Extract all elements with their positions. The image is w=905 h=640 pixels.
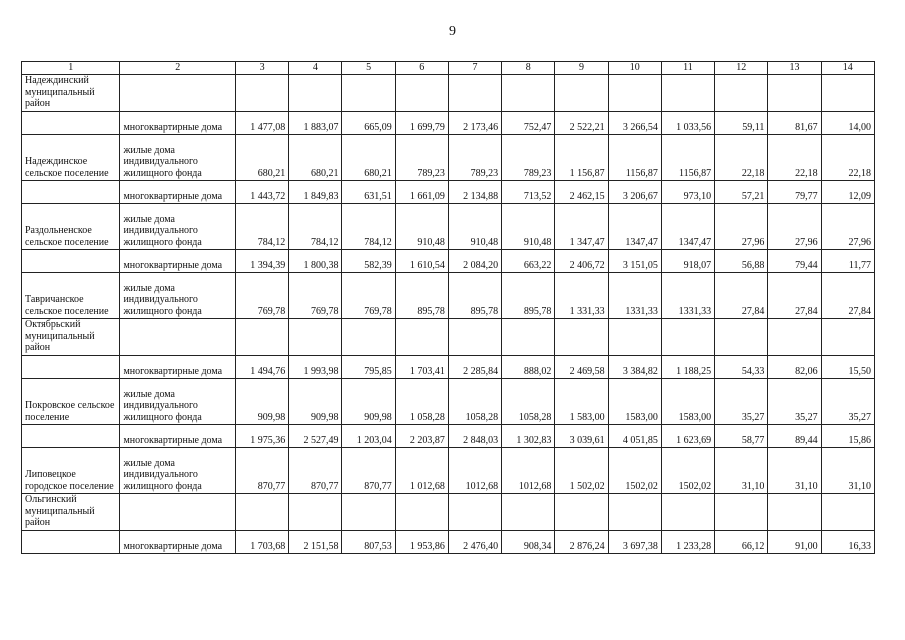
empty-cell [448, 494, 501, 531]
table-row [22, 379, 875, 425]
settlement-name [22, 250, 120, 273]
empty-cell [502, 319, 555, 356]
empty-cell [448, 75, 501, 112]
value-cell: 1 849,83 [289, 181, 342, 204]
value-cell: 973,10 [661, 181, 714, 204]
value-cell: 631,51 [342, 181, 395, 204]
value-cell: 752,47 [502, 112, 555, 135]
value-cell: 12,09 [821, 181, 874, 204]
value-cell: 16,33 [821, 531, 874, 554]
value-cell: 27,84 [715, 273, 768, 319]
value-cell: 1156,87 [608, 135, 661, 181]
housing-type: многоквартирные дома [120, 181, 236, 204]
value-cell: 82,06 [768, 356, 821, 379]
settlement-name: Надеждинское сельское поселение [22, 135, 120, 181]
column-header: 9 [555, 62, 608, 75]
value-cell: 27,96 [768, 204, 821, 250]
value-cell: 1 012,68 [395, 448, 448, 494]
value-cell: 680,21 [342, 135, 395, 181]
value-cell: 1 443,72 [235, 181, 288, 204]
empty-cell [235, 75, 288, 112]
empty-cell [342, 494, 395, 531]
value-cell: 81,67 [768, 112, 821, 135]
value-cell: 1 610,54 [395, 250, 448, 273]
value-cell: 1583,00 [608, 379, 661, 425]
value-cell: 54,33 [715, 356, 768, 379]
empty-cell [235, 319, 288, 356]
value-cell: 870,77 [235, 448, 288, 494]
value-cell: 2 469,58 [555, 356, 608, 379]
value-cell: 680,21 [235, 135, 288, 181]
empty-cell [715, 319, 768, 356]
value-cell: 2 522,21 [555, 112, 608, 135]
value-cell: 56,88 [715, 250, 768, 273]
column-header: 14 [821, 62, 874, 75]
empty-cell [395, 75, 448, 112]
value-cell: 665,09 [342, 112, 395, 135]
value-cell: 870,77 [289, 448, 342, 494]
empty-cell [555, 319, 608, 356]
housing-type: жилые дома индивидуального жилищного фонда [120, 204, 236, 250]
empty-cell [342, 75, 395, 112]
value-cell: 807,53 [342, 531, 395, 554]
value-cell: 789,23 [395, 135, 448, 181]
value-cell: 1 233,28 [661, 531, 714, 554]
value-cell: 1012,68 [502, 448, 555, 494]
district-row [22, 319, 875, 356]
column-header: 6 [395, 62, 448, 75]
value-cell: 1 156,87 [555, 135, 608, 181]
page-number: 9 [449, 24, 456, 39]
table-row [22, 356, 875, 379]
value-cell: 79,44 [768, 250, 821, 273]
empty-cell [395, 494, 448, 531]
value-cell: 79,77 [768, 181, 821, 204]
value-cell: 895,78 [448, 273, 501, 319]
empty-cell [608, 494, 661, 531]
column-header: 5 [342, 62, 395, 75]
value-cell: 1347,47 [608, 204, 661, 250]
empty-cell [768, 319, 821, 356]
table-row [22, 250, 875, 273]
value-cell: 59,11 [715, 112, 768, 135]
value-cell: 713,52 [502, 181, 555, 204]
housing-type: жилые дома индивидуального жилищного фонда [120, 135, 236, 181]
empty-cell [342, 319, 395, 356]
value-cell: 1 494,76 [235, 356, 288, 379]
empty-cell [661, 319, 714, 356]
value-cell: 895,78 [395, 273, 448, 319]
value-cell: 2 527,49 [289, 425, 342, 448]
housing-type: многоквартирные дома [120, 425, 236, 448]
column-header: 11 [661, 62, 714, 75]
settlement-name: Раздольненское сельское поселение [22, 204, 120, 250]
value-cell: 2 084,20 [448, 250, 501, 273]
table-row [22, 181, 875, 204]
settlement-name [22, 356, 120, 379]
empty-cell [768, 494, 821, 531]
value-cell: 3 206,67 [608, 181, 661, 204]
value-cell: 15,86 [821, 425, 874, 448]
settlement-name: Покровское сельское поселение [22, 379, 120, 425]
value-cell: 31,10 [715, 448, 768, 494]
value-cell: 909,98 [342, 379, 395, 425]
value-cell: 66,12 [715, 531, 768, 554]
column-header: 12 [715, 62, 768, 75]
district-name: Октябрьский муниципальный район [22, 319, 120, 356]
column-header: 8 [502, 62, 555, 75]
empty-cell [821, 494, 874, 531]
value-cell: 918,07 [661, 250, 714, 273]
table-row [22, 531, 875, 554]
housing-type: многоквартирные дома [120, 531, 236, 554]
empty-cell [289, 494, 342, 531]
value-cell: 1 975,36 [235, 425, 288, 448]
empty-cell [608, 319, 661, 356]
value-cell: 3 266,54 [608, 112, 661, 135]
table-row [22, 204, 875, 250]
column-header: 2 [120, 62, 236, 75]
value-cell: 582,39 [342, 250, 395, 273]
column-header: 10 [608, 62, 661, 75]
empty-cell [715, 75, 768, 112]
value-cell: 1347,47 [661, 204, 714, 250]
housing-type: жилые дома индивидуального жилищного фонда [120, 273, 236, 319]
tariff-table [21, 61, 875, 554]
housing-type: многоквартирные дома [120, 356, 236, 379]
value-cell: 910,48 [448, 204, 501, 250]
value-cell: 2 406,72 [555, 250, 608, 273]
value-cell: 1058,28 [502, 379, 555, 425]
value-cell: 769,78 [235, 273, 288, 319]
value-cell: 1 993,98 [289, 356, 342, 379]
value-cell: 1 394,39 [235, 250, 288, 273]
empty-cell [555, 494, 608, 531]
value-cell: 2 848,03 [448, 425, 501, 448]
value-cell: 22,18 [768, 135, 821, 181]
value-cell: 1 800,38 [289, 250, 342, 273]
value-cell: 22,18 [821, 135, 874, 181]
value-cell: 15,50 [821, 356, 874, 379]
value-cell: 3 039,61 [555, 425, 608, 448]
value-cell: 1 302,83 [502, 425, 555, 448]
empty-cell [502, 75, 555, 112]
value-cell: 1 703,68 [235, 531, 288, 554]
housing-type: жилые дома индивидуального жилищного фонда [120, 379, 236, 425]
district-row [22, 494, 875, 531]
value-cell: 895,78 [502, 273, 555, 319]
value-cell: 908,34 [502, 531, 555, 554]
value-cell: 57,21 [715, 181, 768, 204]
value-cell: 31,10 [821, 448, 874, 494]
value-cell: 1331,33 [608, 273, 661, 319]
value-cell: 2 203,87 [395, 425, 448, 448]
value-cell: 2 876,24 [555, 531, 608, 554]
column-header: 13 [768, 62, 821, 75]
value-cell: 870,77 [342, 448, 395, 494]
value-cell: 35,27 [715, 379, 768, 425]
value-cell: 1331,33 [661, 273, 714, 319]
value-cell: 1 883,07 [289, 112, 342, 135]
settlement-name [22, 181, 120, 204]
empty-cell [768, 75, 821, 112]
table-row [22, 112, 875, 135]
value-cell: 2 462,15 [555, 181, 608, 204]
table-body [22, 75, 875, 554]
empty-cell [821, 75, 874, 112]
settlement-name: Липовецкое городское поселение [22, 448, 120, 494]
value-cell: 1 188,25 [661, 356, 714, 379]
value-cell: 35,27 [768, 379, 821, 425]
value-cell: 2 151,58 [289, 531, 342, 554]
value-cell: 1 347,47 [555, 204, 608, 250]
value-cell: 663,22 [502, 250, 555, 273]
settlement-name [22, 112, 120, 135]
housing-type: многоквартирные дома [120, 250, 236, 273]
value-cell: 2 476,40 [448, 531, 501, 554]
empty-cell [120, 75, 236, 112]
column-header: 4 [289, 62, 342, 75]
value-cell: 888,02 [502, 356, 555, 379]
value-cell: 58,77 [715, 425, 768, 448]
table-row [22, 135, 875, 181]
value-cell: 1 331,33 [555, 273, 608, 319]
settlement-name: Тавричанское сельское поселение [22, 273, 120, 319]
value-cell: 3 697,38 [608, 531, 661, 554]
district-name: Ольгинский муниципальный район [22, 494, 120, 531]
empty-cell [289, 319, 342, 356]
value-cell: 1583,00 [661, 379, 714, 425]
value-cell: 680,21 [289, 135, 342, 181]
value-cell: 2 173,46 [448, 112, 501, 135]
table-row [22, 273, 875, 319]
value-cell: 31,10 [768, 448, 821, 494]
value-cell: 91,00 [768, 531, 821, 554]
value-cell: 11,77 [821, 250, 874, 273]
value-cell: 1 502,02 [555, 448, 608, 494]
value-cell: 789,23 [502, 135, 555, 181]
value-cell: 2 134,88 [448, 181, 501, 204]
empty-cell [661, 494, 714, 531]
empty-cell [120, 494, 236, 531]
value-cell: 910,48 [395, 204, 448, 250]
empty-cell [821, 319, 874, 356]
value-cell: 1 583,00 [555, 379, 608, 425]
value-cell: 910,48 [502, 204, 555, 250]
empty-cell [120, 319, 236, 356]
value-cell: 1 699,79 [395, 112, 448, 135]
table-header [22, 62, 875, 75]
value-cell: 27,96 [821, 204, 874, 250]
table-row [22, 425, 875, 448]
value-cell: 89,44 [768, 425, 821, 448]
value-cell: 784,12 [235, 204, 288, 250]
value-cell: 1 477,08 [235, 112, 288, 135]
empty-cell [555, 75, 608, 112]
value-cell: 1 953,86 [395, 531, 448, 554]
value-cell: 1 703,41 [395, 356, 448, 379]
value-cell: 3 151,05 [608, 250, 661, 273]
value-cell: 4 051,85 [608, 425, 661, 448]
settlement-name [22, 531, 120, 554]
column-header: 1 [22, 62, 120, 75]
value-cell: 2 285,84 [448, 356, 501, 379]
value-cell: 1 033,56 [661, 112, 714, 135]
empty-cell [502, 494, 555, 531]
settlement-name [22, 425, 120, 448]
value-cell: 1502,02 [608, 448, 661, 494]
table-row [22, 448, 875, 494]
district-name: Надеждинский муниципальный район [22, 75, 120, 112]
value-cell: 1156,87 [661, 135, 714, 181]
value-cell: 27,84 [821, 273, 874, 319]
value-cell: 909,98 [289, 379, 342, 425]
value-cell: 1058,28 [448, 379, 501, 425]
value-cell: 795,85 [342, 356, 395, 379]
housing-type: многоквартирные дома [120, 112, 236, 135]
value-cell: 1 203,04 [342, 425, 395, 448]
value-cell: 27,96 [715, 204, 768, 250]
column-header: 3 [235, 62, 288, 75]
value-cell: 3 384,82 [608, 356, 661, 379]
value-cell: 784,12 [342, 204, 395, 250]
value-cell: 1 058,28 [395, 379, 448, 425]
empty-cell [661, 75, 714, 112]
value-cell: 789,23 [448, 135, 501, 181]
value-cell: 1502,02 [661, 448, 714, 494]
value-cell: 769,78 [342, 273, 395, 319]
empty-cell [235, 494, 288, 531]
value-cell: 22,18 [715, 135, 768, 181]
value-cell: 1 623,69 [661, 425, 714, 448]
value-cell: 1 661,09 [395, 181, 448, 204]
value-cell: 35,27 [821, 379, 874, 425]
empty-cell [608, 75, 661, 112]
empty-cell [289, 75, 342, 112]
empty-cell [448, 319, 501, 356]
column-header: 7 [448, 62, 501, 75]
empty-cell [395, 319, 448, 356]
value-cell: 769,78 [289, 273, 342, 319]
value-cell: 909,98 [235, 379, 288, 425]
empty-cell [715, 494, 768, 531]
value-cell: 1012,68 [448, 448, 501, 494]
value-cell: 27,84 [768, 273, 821, 319]
value-cell: 784,12 [289, 204, 342, 250]
value-cell: 14,00 [821, 112, 874, 135]
housing-type: жилые дома индивидуального жилищного фонда [120, 448, 236, 494]
district-row [22, 75, 875, 112]
